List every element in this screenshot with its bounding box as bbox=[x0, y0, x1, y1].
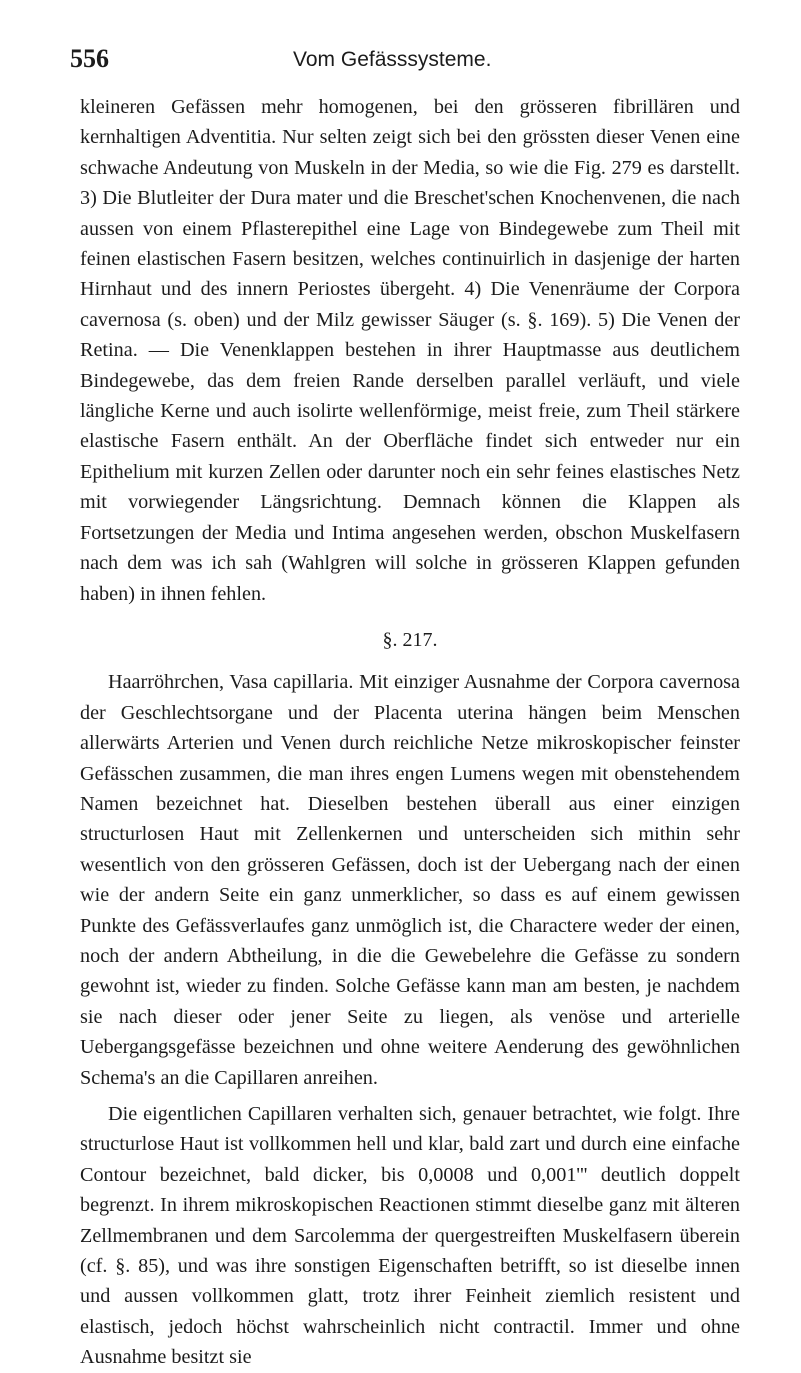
paragraph-veins-continued: kleineren Gefässen mehr homogenen, bei den grösseren fibrillären und kernhaltigen Adventitia. Nur selten zeigt sich bei den grössten dieser Venen eine schwache Andeutung von Muskeln in der Media, so wie die Fig. 279 es darstellt. 3) Die Blutleiter der Dura mater und die Breschet'schen Knochenvenen, die nach aussen von einem Pflasterepithel eine Lage von Bindegewebe zum Theil mit feinen elastischen Fasern besitzen, welches continuirlich in dasjenige der harten Hirnhaut und des innern Periostes übergeht. 4) Die Venenräume der Corpora cavernosa (s. oben) und der Milz gewisser Säuger (s. §. 169). 5) Die Venen der Retina. — Die Venenklappen bestehen in ihrer Hauptmasse aus deutlichem Bindegewebe, das dem freien Rande derselben parallel verläuft, und viele längliche Kerne und auch isolirte wellenförmige, meist freie, zum Theil stärkere elastische Fasern enthält. An der Oberfläche findet sich entweder nur ein Epithelium mit kurzen Zellen oder darunter noch ein sehr feines elastisches Netz mit vorwiegender Längsrichtung. Demnach können die Klappen als Fortsetzungen der Media und Intima angesehen werden, obschon Muskelfasern nach dem was ich sah (Wahlgren will solche in grösseren Klappen gefunden haben) in ihnen fehlen. bbox=[80, 96, 740, 605]
section-heading: §. 217. bbox=[382, 628, 438, 651]
page-header bbox=[70, 44, 730, 84]
paragraph-capillaries-intro: Haarröhrchen, Vasa capillaria. Mit einziger Ausnahme der Corpora cavernosa der Geschlechtsorgane und der Placenta uterina hängen beim Menschen allerwärts Arterien und Venen durch reichliche Netze mikroskopischer feinster Gefässchen zusammen, die man ihres engen Lumens wegen mit obenstehendem Namen bezeichnet hat. Dieselben bestehen überall aus einer einzigen structurlosen Haut mit Zellenkernen und unterscheiden sich mithin sehr wesentlich von den grösseren Gefässen, doch ist der Uebergang nach der einen wie der andern Seite ein ganz unmerklicher, so dass es auf einem gewissen Punkte des Gefässverlaufes ganz unmöglich ist, die Charactere weder der einen, noch der andern Abtheilung, in die die Gewebelehre die Gefässe zu sondern gewohnt ist, wieder zu finden. Solche Gefässe kann man am besten, je nachdem sie nach dieser oder jener Seite zu liegen, als venöse und arterielle Uebergangsgefässe bezeichnen und ohne weitere Aenderung des gewöhnlichen Schema's an die Capillaren anreihen. bbox=[80, 671, 740, 1089]
page-number: 556 bbox=[70, 44, 109, 73]
running-head: Vom Gefässsysteme. bbox=[293, 48, 492, 71]
body-text bbox=[80, 92, 740, 1373]
paragraph-capillaries-details: Die eigentlichen Capillaren verhalten sich, genauer betrachtet, wie folgt. Ihre structurlose Haut ist vollkommen hell und klar, bald zart und durch eine einfache Contour bezeichnet, bald dicker, bis 0,0008 und 0,001''' deutlich doppelt begrenzt. In ihrem mikroskopischen Reactionen stimmt dieselbe ganz mit älteren Zellmembranen und dem Sarcolemma der quergestreiften Muskelfasern überein (cf. §. 85), und was ihre sonstigen Eigenschaften betrifft, so ist dieselbe innen und aussen vollkommen glatt, trotz ihrer Feinheit ziemlich resistent und elastisch, jedoch höchst wahrscheinlich nicht contractil. Immer und ohne Ausnahme besitzt sie bbox=[80, 1103, 740, 1369]
